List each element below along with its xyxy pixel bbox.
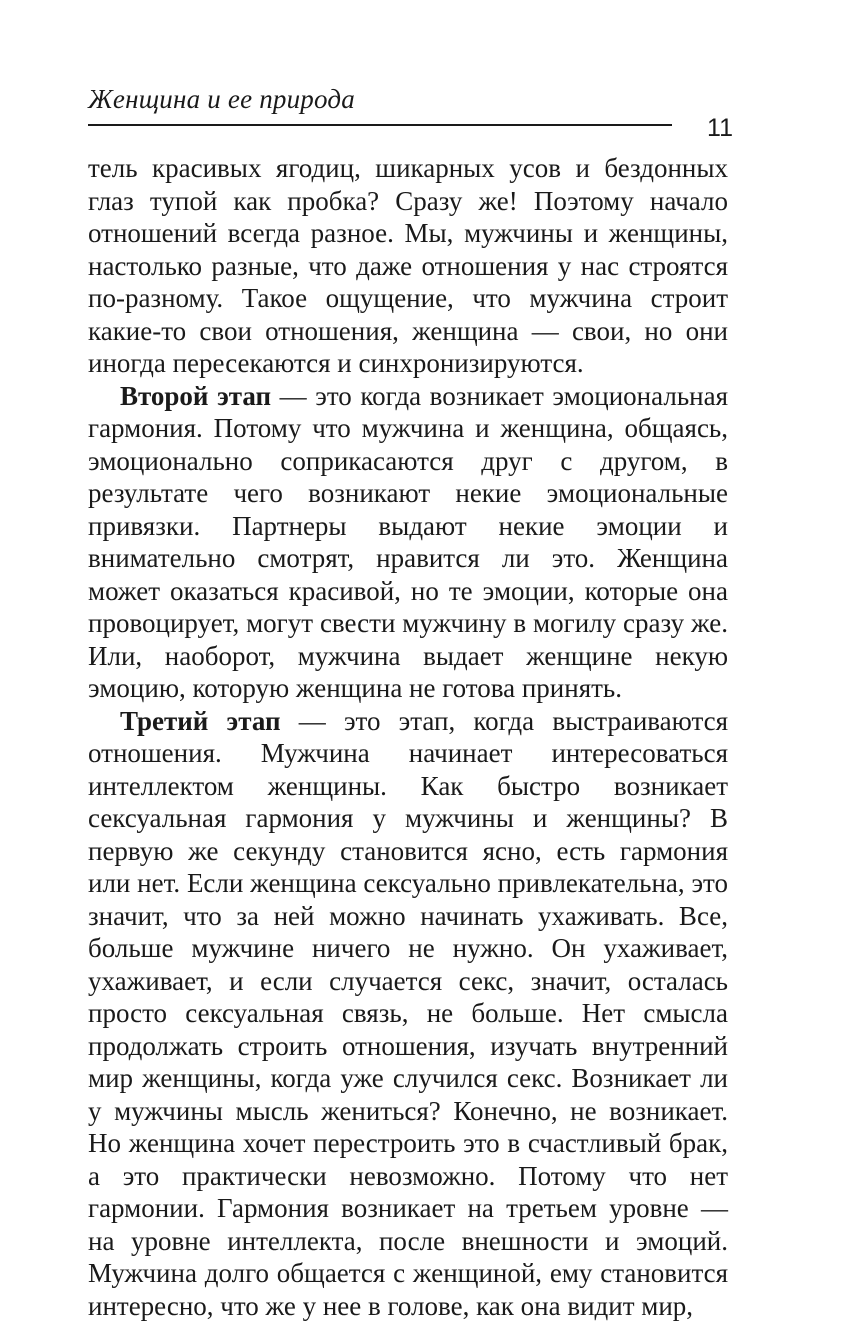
body-text	[88, 152, 728, 1322]
paragraph-text: тель красивых ягодиц, шикарных усов и бездонных глаз тупой как пробка? Сразу же! Поэтому начало отношений всегда разное. Мы, мужчины и женщины, настолько разные, что даже отношения у нас строятся по-разному. Такое ощущение, что мужчина строит какие-то свои отношения, женщина — свои, но они иногда пересекаются и синхронизируются.	[88, 153, 728, 378]
paragraph-second-stage	[88, 380, 728, 705]
paragraph-text: — это этап, когда выстраиваются отношения. Мужчина начинает интересоваться интеллектом женщины. Как быстро возникает сексуальная гармония у мужчины и женщины? В первую же секунду становится ясно, есть гармония или нет. Если женщина сексуально привлекательна, это значит, что за ней можно начинать ухаживать. Все, больше мужчине ничего не нужно. Он ухаживает, ухаживает, и если случается секс, значит, осталась просто сексуальная связь, не больше. Нет смысла продолжать строить отношения, изучать внутренний мир женщины, когда уже случился секс. Возникает ли у мужчины мысль жениться? Конечно, не возникает. Но женщина хочет перестроить это в счастливый брак, а это практически невозможно. Потому что нет гармонии. Гармония возникает на третьем уровне — на уровне интеллекта, после внешности и эмоций. Мужчина долго общается с женщиной, ему становится интересно, что же у нее в голове, как она видит мир,	[88, 706, 728, 1321]
term-third-stage: Третий этап	[120, 706, 281, 736]
running-head: Женщина и ее природа	[88, 84, 355, 115]
header-rule	[88, 124, 672, 126]
paragraph-text: — это когда возникает эмоциональная гармония. Потому что мужчина и женщина, общаясь, эмоционально соприкасаются друг с другом, в результате чего возникают некие эмоциональные привязки. Партнеры выдают некие эмоции и внимательно смотрят, нравится ли это. Женщина может оказаться красивой, но те эмоции, которые она провоцирует, могут свести мужчину в могилу сразу же. Или, наоборот, мужчина выдает женщине некую эмоцию, которую женщина не готова принять.	[88, 381, 728, 704]
paragraph-continuation	[88, 152, 728, 380]
term-second-stage: Второй этап	[120, 381, 271, 411]
page-number: 11	[700, 114, 740, 143]
paragraph-third-stage	[88, 705, 728, 1322]
